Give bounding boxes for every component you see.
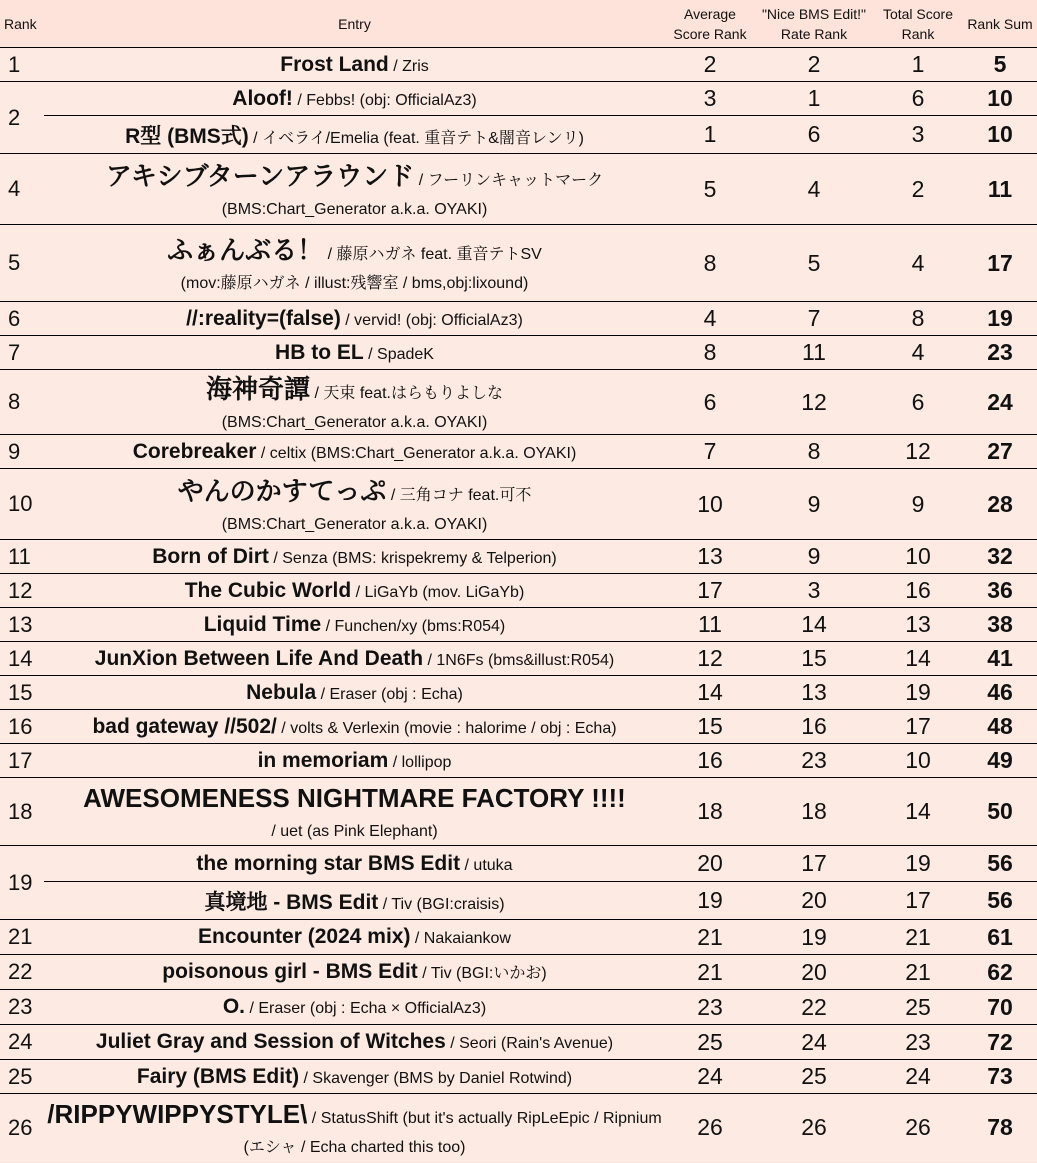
- total-score-rank-cell: 9: [873, 469, 963, 540]
- entry-title: Frost Land: [280, 52, 389, 76]
- entry-cell: [44, 608, 665, 642]
- entry-title: Born of Dirt: [152, 544, 269, 568]
- entry-artist: / イベライ/Emelia (feat. 重音テト&闇音レンリ): [248, 129, 584, 147]
- nice-rate-rank-cell: 4: [755, 154, 873, 225]
- entry-artist: / StatusShift (but it's actually RipLeEpic / Ripnium: [307, 1110, 662, 1128]
- average-score-rank-cell: 19: [665, 882, 755, 920]
- entry-title: in memoriam: [257, 748, 389, 772]
- rank-cell: 17: [0, 744, 44, 778]
- table-row: [0, 676, 1037, 710]
- average-score-rank-cell: 16: [665, 744, 755, 778]
- total-score-rank-cell: 19: [873, 846, 963, 882]
- entry-artist: / Tiv (BGI:craisis): [378, 895, 505, 913]
- table-row: [0, 435, 1037, 469]
- rank-sum-cell: 24: [963, 370, 1037, 435]
- average-score-rank-cell: 5: [665, 154, 755, 225]
- header-rank-sum: Rank Sum: [963, 0, 1037, 48]
- entry-cell: [44, 435, 665, 469]
- entry-cell: [44, 744, 665, 778]
- entry-cell: [44, 302, 665, 336]
- rank-cell: 10: [0, 469, 44, 540]
- total-score-rank-cell: 21: [873, 955, 963, 990]
- rank-cell: 19: [0, 846, 44, 920]
- average-score-rank-cell: 8: [665, 225, 755, 302]
- entry-cell: [44, 370, 665, 435]
- rank-sum-cell: 49: [963, 744, 1037, 778]
- entry-title: Fairy (BMS Edit): [136, 1064, 300, 1088]
- entry-artist: / フーリンキャットマーク: [414, 171, 604, 189]
- entry-title: Encounter (2024 mix): [198, 925, 411, 948]
- entry-title: ふぁんぶる！: [167, 234, 324, 265]
- entry-cell: [44, 574, 665, 608]
- table-row: [0, 225, 1037, 302]
- table-row: [0, 116, 1037, 154]
- table-row: [0, 920, 1037, 955]
- entry-cell: [44, 846, 665, 882]
- nice-rate-rank-cell: 17: [755, 846, 873, 882]
- rank-sum-cell: 38: [963, 608, 1037, 642]
- average-score-rank-cell: 18: [665, 778, 755, 846]
- rank-sum-cell: 32: [963, 540, 1037, 574]
- rank-cell: 24: [0, 1025, 44, 1060]
- average-score-rank-cell: 3: [665, 82, 755, 116]
- table-row: [0, 1094, 1037, 1162]
- header-entry: Entry: [44, 0, 665, 48]
- rank-cell: 22: [0, 955, 44, 990]
- rank-sum-cell: 70: [963, 990, 1037, 1025]
- header-total-score-rank: Total Score Rank: [873, 0, 963, 48]
- total-score-rank-cell: 6: [873, 82, 963, 116]
- entry-title: JunXion Between Life And Death: [94, 646, 424, 670]
- rank-cell: 26: [0, 1094, 44, 1162]
- nice-rate-rank-cell: 9: [755, 540, 873, 574]
- rank-sum-cell: 11: [963, 154, 1037, 225]
- entry-title: やんのかすてっぷ: [177, 475, 387, 506]
- rank-cell: 14: [0, 642, 44, 676]
- rank-sum-cell: 10: [963, 116, 1037, 154]
- total-score-rank-cell: 17: [873, 882, 963, 920]
- nice-rate-rank-cell: 5: [755, 225, 873, 302]
- table-row: [0, 642, 1037, 676]
- table-row: [0, 336, 1037, 370]
- average-score-rank-cell: 21: [665, 920, 755, 955]
- nice-rate-rank-cell: 14: [755, 608, 873, 642]
- table-row: [0, 469, 1037, 540]
- rank-cell: 6: [0, 302, 44, 336]
- entry-cell: [44, 1025, 665, 1060]
- rank-cell: 11: [0, 540, 44, 574]
- table-row: [0, 48, 1037, 82]
- nice-rate-rank-cell: 20: [755, 882, 873, 920]
- entry-title: Aloof!: [232, 86, 293, 110]
- table-row: [0, 1060, 1037, 1094]
- rank-sum-cell: 17: [963, 225, 1037, 302]
- total-score-rank-cell: 25: [873, 990, 963, 1025]
- nice-rate-rank-cell: 1: [755, 82, 873, 116]
- ranking-body: [0, 48, 1037, 1162]
- table-row: [0, 744, 1037, 778]
- table-row: [0, 778, 1037, 846]
- entry-credits: (BMS:Chart_Generator a.k.a. OYAKI): [221, 515, 488, 533]
- entry-cell: [44, 469, 665, 540]
- total-score-rank-cell: 24: [873, 1060, 963, 1094]
- rank-sum-cell: 5: [963, 48, 1037, 82]
- rank-sum-cell: 41: [963, 642, 1037, 676]
- rank-cell: 8: [0, 370, 44, 435]
- rank-cell: 25: [0, 1060, 44, 1094]
- entry-title: bad gateway //502/: [92, 714, 277, 738]
- entry-title: Liquid Time: [203, 612, 322, 636]
- rank-cell: 9: [0, 435, 44, 469]
- total-score-rank-cell: 10: [873, 540, 963, 574]
- total-score-rank-cell: 4: [873, 336, 963, 370]
- nice-rate-rank-cell: 12: [755, 370, 873, 435]
- rank-sum-cell: 72: [963, 1025, 1037, 1060]
- table-row: [0, 608, 1037, 642]
- entry-cell: [44, 154, 665, 225]
- entry-artist: / SpadeK: [363, 345, 434, 363]
- table-row: [0, 154, 1037, 225]
- entry-cell: [44, 778, 665, 846]
- entry-title: the morning star BMS Edit: [196, 851, 461, 875]
- entry-artist: / 三角コナ feat.可不: [386, 486, 532, 504]
- entry-cell: [44, 710, 665, 744]
- total-score-rank-cell: 6: [873, 370, 963, 435]
- total-score-rank-cell: 14: [873, 778, 963, 846]
- table-row: [0, 82, 1037, 116]
- average-score-rank-cell: 26: [665, 1094, 755, 1162]
- entry-artist: / vervid! (obj: OfficialAz3): [340, 311, 523, 329]
- nice-rate-rank-cell: 16: [755, 710, 873, 744]
- entry-cell: [44, 955, 665, 990]
- total-score-rank-cell: 10: [873, 744, 963, 778]
- rank-cell: 16: [0, 710, 44, 744]
- average-score-rank-cell: 15: [665, 710, 755, 744]
- average-score-rank-cell: 1: [665, 116, 755, 154]
- rank-cell: 4: [0, 154, 44, 225]
- entry-cell: [44, 676, 665, 710]
- entry-artist: / Eraser (obj : Echa × OfficialAz3): [245, 1000, 487, 1017]
- header-rank: Rank: [0, 0, 44, 48]
- entry-artist: / LiGaYb (mov. LiGaYb): [351, 583, 525, 601]
- nice-rate-rank-cell: 13: [755, 676, 873, 710]
- rank-sum-cell: 28: [963, 469, 1037, 540]
- nice-rate-rank-cell: 26: [755, 1094, 873, 1162]
- average-score-rank-cell: 25: [665, 1025, 755, 1060]
- average-score-rank-cell: 7: [665, 435, 755, 469]
- entry-cell: [44, 1060, 665, 1094]
- entry-title: poisonous girl - BMS Edit: [162, 960, 418, 983]
- nice-rate-rank-cell: 6: [755, 116, 873, 154]
- table-row: [0, 1025, 1037, 1060]
- entry-artist: / Zris: [388, 57, 429, 75]
- entry-cell: [44, 336, 665, 370]
- table-row: [0, 302, 1037, 336]
- entry-artist: / Febbs! (obj: OfficialAz3): [292, 91, 477, 109]
- entry-artist: / lollipop: [388, 753, 452, 771]
- entry-title: Corebreaker: [132, 439, 257, 463]
- entry-cell: [44, 1094, 665, 1162]
- rank-sum-cell: 36: [963, 574, 1037, 608]
- average-score-rank-cell: 8: [665, 336, 755, 370]
- total-score-rank-cell: 8: [873, 302, 963, 336]
- entry-cell: [44, 82, 665, 116]
- entry-credits: / uet (as Pink Elephant): [271, 823, 438, 840]
- entry-title: The Cubic World: [184, 578, 352, 602]
- entry-artist: / Seori (Rain's Avenue): [445, 1035, 614, 1052]
- entry-credits: (エシャ / Echa charted this too): [243, 1139, 466, 1157]
- total-score-rank-cell: 21: [873, 920, 963, 955]
- nice-rate-rank-cell: 2: [755, 48, 873, 82]
- nice-rate-rank-cell: 9: [755, 469, 873, 540]
- entry-title: R型 (BMS式): [125, 124, 249, 148]
- table-row: [0, 370, 1037, 435]
- total-score-rank-cell: 16: [873, 574, 963, 608]
- average-score-rank-cell: 24: [665, 1060, 755, 1094]
- rank-sum-cell: 46: [963, 676, 1037, 710]
- entry-artist: / 藤原ハガネ feat. 重音テトSV: [323, 245, 542, 263]
- rank-sum-cell: 56: [963, 846, 1037, 882]
- entry-artist: / Funchen/xy (bms:R054): [321, 617, 506, 635]
- entry-title: 海神奇譚: [206, 373, 311, 404]
- nice-rate-rank-cell: 15: [755, 642, 873, 676]
- total-score-rank-cell: 19: [873, 676, 963, 710]
- entry-title: Juliet Gray and Session of Witches: [95, 1030, 446, 1053]
- entry-cell: [44, 116, 665, 154]
- entry-cell: [44, 540, 665, 574]
- rank-sum-cell: 62: [963, 955, 1037, 990]
- rank-cell: 2: [0, 82, 44, 154]
- total-score-rank-cell: 26: [873, 1094, 963, 1162]
- rank-cell: 23: [0, 990, 44, 1025]
- table-row: [0, 574, 1037, 608]
- total-score-rank-cell: 3: [873, 116, 963, 154]
- nice-rate-rank-cell: 25: [755, 1060, 873, 1094]
- rank-sum-cell: 23: [963, 336, 1037, 370]
- entry-cell: [44, 882, 665, 920]
- nice-rate-rank-cell: 18: [755, 778, 873, 846]
- entry-title: /RIPPYWIPPYSTYLE\: [47, 1099, 308, 1130]
- average-score-rank-cell: 17: [665, 574, 755, 608]
- table-row: [0, 882, 1037, 920]
- average-score-rank-cell: 23: [665, 990, 755, 1025]
- rank-cell: 21: [0, 920, 44, 955]
- rank-cell: 13: [0, 608, 44, 642]
- rank-sum-cell: 78: [963, 1094, 1037, 1162]
- entry-artist: / 天束 feat.はらもりよしな: [310, 384, 503, 402]
- rank-sum-cell: 73: [963, 1060, 1037, 1094]
- nice-rate-rank-cell: 3: [755, 574, 873, 608]
- rank-cell: 15: [0, 676, 44, 710]
- entry-title: O.: [222, 995, 246, 1018]
- nice-rate-rank-cell: 19: [755, 920, 873, 955]
- nice-rate-rank-cell: 7: [755, 302, 873, 336]
- nice-rate-rank-cell: 22: [755, 990, 873, 1025]
- table-row: [0, 955, 1037, 990]
- rank-sum-cell: 61: [963, 920, 1037, 955]
- nice-rate-rank-cell: 20: [755, 955, 873, 990]
- total-score-rank-cell: 2: [873, 154, 963, 225]
- entry-artist: / utuka: [460, 856, 513, 874]
- table-row: [0, 990, 1037, 1025]
- total-score-rank-cell: 1: [873, 48, 963, 82]
- entry-artist: / celtix (BMS:Chart_Generator a.k.a. OYAKI): [256, 444, 577, 462]
- entry-artist: / volts & Verlexin (movie : halorime / obj : Echa): [276, 719, 617, 737]
- nice-rate-rank-cell: 11: [755, 336, 873, 370]
- nice-rate-rank-cell: 8: [755, 435, 873, 469]
- entry-credits: (BMS:Chart_Generator a.k.a. OYAKI): [221, 413, 488, 431]
- average-score-rank-cell: 14: [665, 676, 755, 710]
- table-row: [0, 540, 1037, 574]
- entry-artist: / 1N6Fs (bms&illust:R054): [423, 651, 615, 669]
- total-score-rank-cell: 12: [873, 435, 963, 469]
- entry-credits: (BMS:Chart_Generator a.k.a. OYAKI): [221, 200, 488, 218]
- table-row: [0, 846, 1037, 882]
- rank-cell: 1: [0, 48, 44, 82]
- average-score-rank-cell: 20: [665, 846, 755, 882]
- entry-artist: / Skavenger (BMS by Daniel Rotwind): [299, 1069, 573, 1087]
- total-score-rank-cell: 23: [873, 1025, 963, 1060]
- entry-title: 真境地 - BMS Edit: [204, 890, 379, 914]
- entry-artist: / Eraser (obj : Echa): [316, 685, 463, 703]
- total-score-rank-cell: 14: [873, 642, 963, 676]
- average-score-rank-cell: 13: [665, 540, 755, 574]
- entry-cell: [44, 642, 665, 676]
- rank-sum-cell: 19: [963, 302, 1037, 336]
- rank-cell: 5: [0, 225, 44, 302]
- entry-cell: [44, 920, 665, 955]
- average-score-rank-cell: 2: [665, 48, 755, 82]
- average-score-rank-cell: 10: [665, 469, 755, 540]
- entry-title: HB to EL: [275, 340, 364, 364]
- table-row: [0, 710, 1037, 744]
- total-score-rank-cell: 4: [873, 225, 963, 302]
- entry-artist: / Nakaiankow: [410, 930, 511, 947]
- entry-title: //:reality=(false): [186, 306, 341, 330]
- rank-sum-cell: 48: [963, 710, 1037, 744]
- entry-artist: / Senza (BMS: krispekremy & Telperion): [268, 549, 557, 567]
- header-nice-rate-rank: "Nice BMS Edit!" Rate Rank: [755, 0, 873, 48]
- rank-cell: 7: [0, 336, 44, 370]
- rank-cell: 12: [0, 574, 44, 608]
- total-score-rank-cell: 17: [873, 710, 963, 744]
- average-score-rank-cell: 6: [665, 370, 755, 435]
- entry-artist: / Tiv (BGI:いかお): [417, 965, 547, 982]
- entry-cell: [44, 990, 665, 1025]
- entry-credits: (mov:藤原ハガネ / illust:残響室 / bms,obj:lixound): [180, 274, 529, 292]
- header-average-score-rank: Average Score Rank: [665, 0, 755, 48]
- entry-cell: [44, 48, 665, 82]
- average-score-rank-cell: 4: [665, 302, 755, 336]
- rank-sum-cell: 56: [963, 882, 1037, 920]
- nice-rate-rank-cell: 23: [755, 744, 873, 778]
- nice-rate-rank-cell: 24: [755, 1025, 873, 1060]
- rank-sum-cell: 27: [963, 435, 1037, 469]
- rank-sum-cell: 10: [963, 82, 1037, 116]
- average-score-rank-cell: 21: [665, 955, 755, 990]
- rank-sum-cell: 50: [963, 778, 1037, 846]
- header-row: [0, 0, 1037, 48]
- entry-title: AWESOMENESS NIGHTMARE FACTORY !!!!: [83, 783, 626, 813]
- average-score-rank-cell: 11: [665, 608, 755, 642]
- average-score-rank-cell: 12: [665, 642, 755, 676]
- rank-cell: 18: [0, 778, 44, 846]
- entry-title: アキシブターンアラウンド: [105, 160, 415, 191]
- entry-cell: [44, 225, 665, 302]
- total-score-rank-cell: 13: [873, 608, 963, 642]
- entry-title: Nebula: [246, 680, 317, 704]
